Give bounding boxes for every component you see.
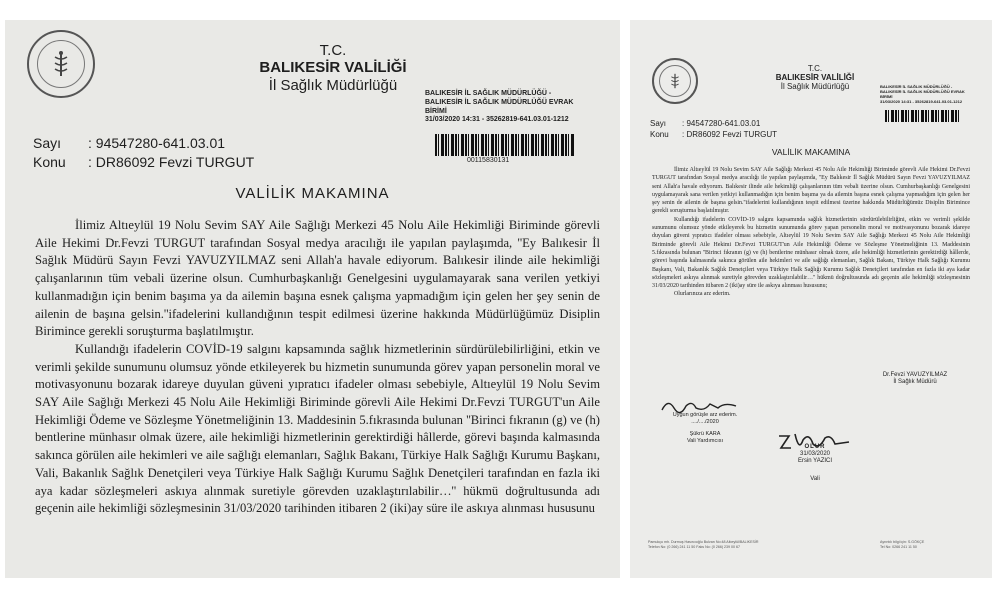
governor-title: Vali: [810, 475, 820, 482]
sayi-value: : 94547280-641.03.01: [682, 119, 761, 128]
reference-block: [33, 134, 254, 172]
stamp-line-3: BİRİMİ: [425, 107, 447, 115]
stamp-line-3: BİRİMİ: [880, 94, 893, 99]
footer-contact: [880, 540, 980, 549]
header-governorship: BALIKESİR VALİLİĞİ: [775, 73, 855, 83]
stamp-line-2: BALIKESİR İL SAĞLIK MÜDÜRLÜĞÜ EVRAK: [880, 89, 965, 94]
reference-block: [650, 118, 777, 140]
deputy-approval-block: [650, 412, 760, 444]
governor-approval-block: [775, 444, 855, 483]
konu-label: Konu: [33, 154, 66, 170]
document-title: VALİLİK MAKAMINA: [771, 147, 851, 157]
header-tc: T.C.: [807, 64, 823, 73]
director-title: İl Sağlık Müdürü: [893, 379, 937, 386]
stamp-line-4: 31/03/2020 14:31 - 35262819-641.03.01-1212: [425, 116, 569, 124]
deputy-name: Şükrü KARA: [689, 431, 721, 438]
body-paragraph-2: Kullandığı ifadelerin COVİD-19 salgını kapsamında sağlık hizmetlerinin sürdürülebilirliğini, etkin ve verimli şekilde sunumunu olumsuz yönde etkileyerek bu hizmetin sunumunda görev yapan personelin moral ve motivasyonunu bozarak idareye duyulan güveni yıpratıcı ifadeler olması sebebiyle, Altıeylül 19 Nolu Sevim SAY Aile Sağlığı Merkezi 45 Nolu Aile Hekimliği Biriminde görevli Aile Hekimi Dr.Fevzi TURGUT'un Aile Hekimliği Ödeme ve Sözleşme Yönetmeliğinin 13. Maddesinin 5.fıkrasında bulunan ''Birinci fıkranın (g) ve (h) bentlerine münhasır olmak üzere, aile hekimliği hizmetlerinin gerektirdiği hâllerde, görevi başında kalmasında sakınca görülen aile hekimleri ve aile sağlığı elemanları, Sağlık Bakanı, Türkiye Halk Sağlığı Kurumu Başkanı, Vali, Bakanlık Sağlık Denetçileri veya Türkiye Halk Sağlığı Kurumu Sağlık Denetçileri tarafından en fazla iki aya kadar sözleşmeleri askıya alınmak suretiyle görevden uzaklaştırılabilir…'' hükmü doğrultusunda adı geçenin aile hekimliği sözleşmesinin 31/03/2020 tarihinden itibaren 2 (iki)ay süre ile askıya alınması hususunu: [35, 341, 600, 516]
stamp-line-4: 31/03/2020 14:31 - 35262819-641.03.01-1212: [880, 99, 963, 104]
header-tc: T.C.: [319, 42, 347, 59]
director-name: Dr.Fevzi YAVUZYILMAZ: [882, 372, 948, 378]
sayi-value: : 94547280-641.03.01: [88, 135, 226, 151]
olur-date: 31/03/2020: [799, 451, 831, 458]
registry-stamp: [880, 84, 990, 104]
registry-stamp: [425, 90, 615, 125]
footer-contact-line-1: Ayrıntılı bilgi için: S.GÖKÇE: [880, 540, 925, 544]
sayi-label: Sayı: [33, 135, 62, 151]
header-directorate: İl Sağlık Müdürlüğü: [268, 76, 398, 94]
document-body: [652, 166, 970, 299]
stamp-line-2: BALIKESİR İL SAĞLIK MÜDÜRLÜĞÜ EVRAK: [425, 98, 574, 106]
barcode-icon: [885, 110, 960, 122]
header-directorate: İl Sağlık Müdürlüğü: [780, 82, 850, 92]
olur-text: OLUR: [804, 444, 826, 450]
sayi-label: Sayı: [650, 119, 667, 128]
ministry-seal-icon: [27, 30, 95, 98]
stamp-line-1: BALIKESİR İL SAĞLIK MÜDÜRLÜĞÜ -: [880, 84, 953, 89]
ministry-seal-icon: [652, 58, 698, 104]
barcode-number: 00115830131: [467, 157, 510, 164]
closing-line: Olurlarınıza arz ederim.: [674, 291, 731, 298]
approval-text: Uygun görüşle arz ederim.: [672, 412, 738, 418]
header-governorship: BALIKESİR VALİLİĞİ: [259, 59, 407, 77]
footer-address-line-2: Telefon No: (0 266) 241 11 50 Faks No: (0 266) 239 00 67: [648, 544, 741, 549]
footer-address-line-1: Pamukçu mh. Durmuş Hasırcıoğlu Bulvarı No:48 Altıeylül/BALIKESİR: [648, 540, 759, 544]
body-paragraph-1: İlimiz Altıeylül 19 Nolu Sevim SAY Aile Sağlığı Merkezi 45 Nolu Aile Hekimliği Biriminde görevli Aile Hekimi Dr.Fevzi TURGUT tarafından Sosyal medya aracılığı ile yapılan paylaşımda, ''Ey Balıkesir İl Sağlık Müdürü Sayın Fevzi YAVUZYILMAZ seni Allah'a havale ediyorum. Balıkesir ilinde aile hekimliği çalışanlarının tüm vebali üzerine olsun. Cumhurbaşkanlığı Genelgesini uygulamayarak sana verilen yetkiyi kullanmadığın için benim başıma ya da ailemin başına esnek çalışma yapmadığım için gelen her şey senin de ailenin de başına gelsin.''ifadelerini kullandığının tespit edilmesi üzerine hakkında Müdürlüğümüz Disiplin Birimince gerekli soruşturma başlatılmıştır.: [652, 167, 970, 215]
governor-name: Ersin YAZICI: [797, 458, 833, 465]
stamp-line-1: BALIKESİR İL SAĞLIK MÜDÜRLÜĞÜ -: [425, 90, 552, 97]
body-paragraph-2: Kullandığı ifadelerin COVİD-19 salgını kapsamında sağlık hizmetlerinin sürdürülebilirliğini, etkin ve verimli şekilde sunumunu olumsuz yönde etkileyerek bu hizmetin sunumunda görev yapan personelin moral ve motivasyonunu bozarak idareye duyulan güveni yıpratıcı ifadeler olması sebebiyle, Altıeylül 19 Nolu Sevim SAY Aile Sağlığı Merkezi 45 Nolu Aile Hekimliği Biriminde görevli Aile Hekimi Dr.Fevzi TURGUT'un Aile Hekimliği Ödeme ve Sözleşme Yönetmeliğinin 13. Maddesinin 5.fıkrasında bulunan ''Birinci fıkranın (g) ve (h) bentlerine münhasır olmak üzere, aile hekimliği hizmetlerinin gerektirdiği hâllerde, görevi başında kalmasında sakınca görülen aile hekimleri ve aile sağlığı elemanları, Sağlık Bakanı, Türkiye Halk Sağlığı Kurumu Başkanı, Vali, Bakanlık Sağlık Denetçileri veya Türkiye Halk Sağlığı Kurumu Sağlık Denetçileri tarafından en fazla iki aya kadar sözleşmeleri askıya alınmak suretiyle görevden uzaklaştırılabilir…'' hükmü doğrultusunda adı geçenin aile hekimliği sözleşmesinin 31/03/2020 tarihinden itibaren 2 (iki)ay süre ile askıya alınması hususunu;: [652, 216, 970, 290]
document-header: [213, 42, 453, 94]
deputy-title: Vali Yardımcısı: [686, 437, 724, 444]
document-title: VALİLİK MAKAMINA: [235, 185, 390, 202]
konu-value: : DR86092 Fevzi TURGUT: [682, 130, 777, 139]
barcode-icon: [435, 134, 575, 156]
body-paragraph-1: İlimiz Altıeylül 19 Nolu Sevim SAY Aile Sağlığı Merkezi 45 Nolu Aile Hekimliği Biriminde görevli Aile Hekimi Dr.Fevzi TURGUT tarafından Sosyal medya aracılığı ile yapılan paylaşımda, ''Ey Balıkesir İl Sağlık Müdürü Sayın Fevzi YAVUZYILMAZ seni Allah'a havale ediyorum. Balıkesir ilinde aile hekimliği çalışanlarının tüm vebali üzerine olsun. Cumhurbaşkanlığı Genelgesini uygulamayarak sana verilen yetkiyi kullanmadığın için benim başıma ya da ailemin başına esnek çalışma yapmadığım için gelen her şey senin de ailenin de başına gelsin.''ifadelerini kullandığının tespit edilmesi üzerine hakkında Müdürlüğümüz Disiplin Birimince gerekli soruşturma başlatılmıştır.: [35, 218, 600, 339]
director-signature-block: [845, 372, 985, 386]
konu-value: : DR86092 Fevzi TURGUT: [88, 154, 255, 170]
footer-address: [648, 540, 848, 549]
document-page-left: [5, 20, 620, 578]
konu-label: Konu: [650, 130, 669, 139]
document-page-right: [630, 20, 992, 578]
document-body: [35, 217, 600, 518]
approval-date: ..../..../2020: [691, 418, 719, 425]
document-header: [745, 64, 885, 92]
footer-contact-line-2: Tel No: 0266 241 11 50: [880, 544, 917, 549]
